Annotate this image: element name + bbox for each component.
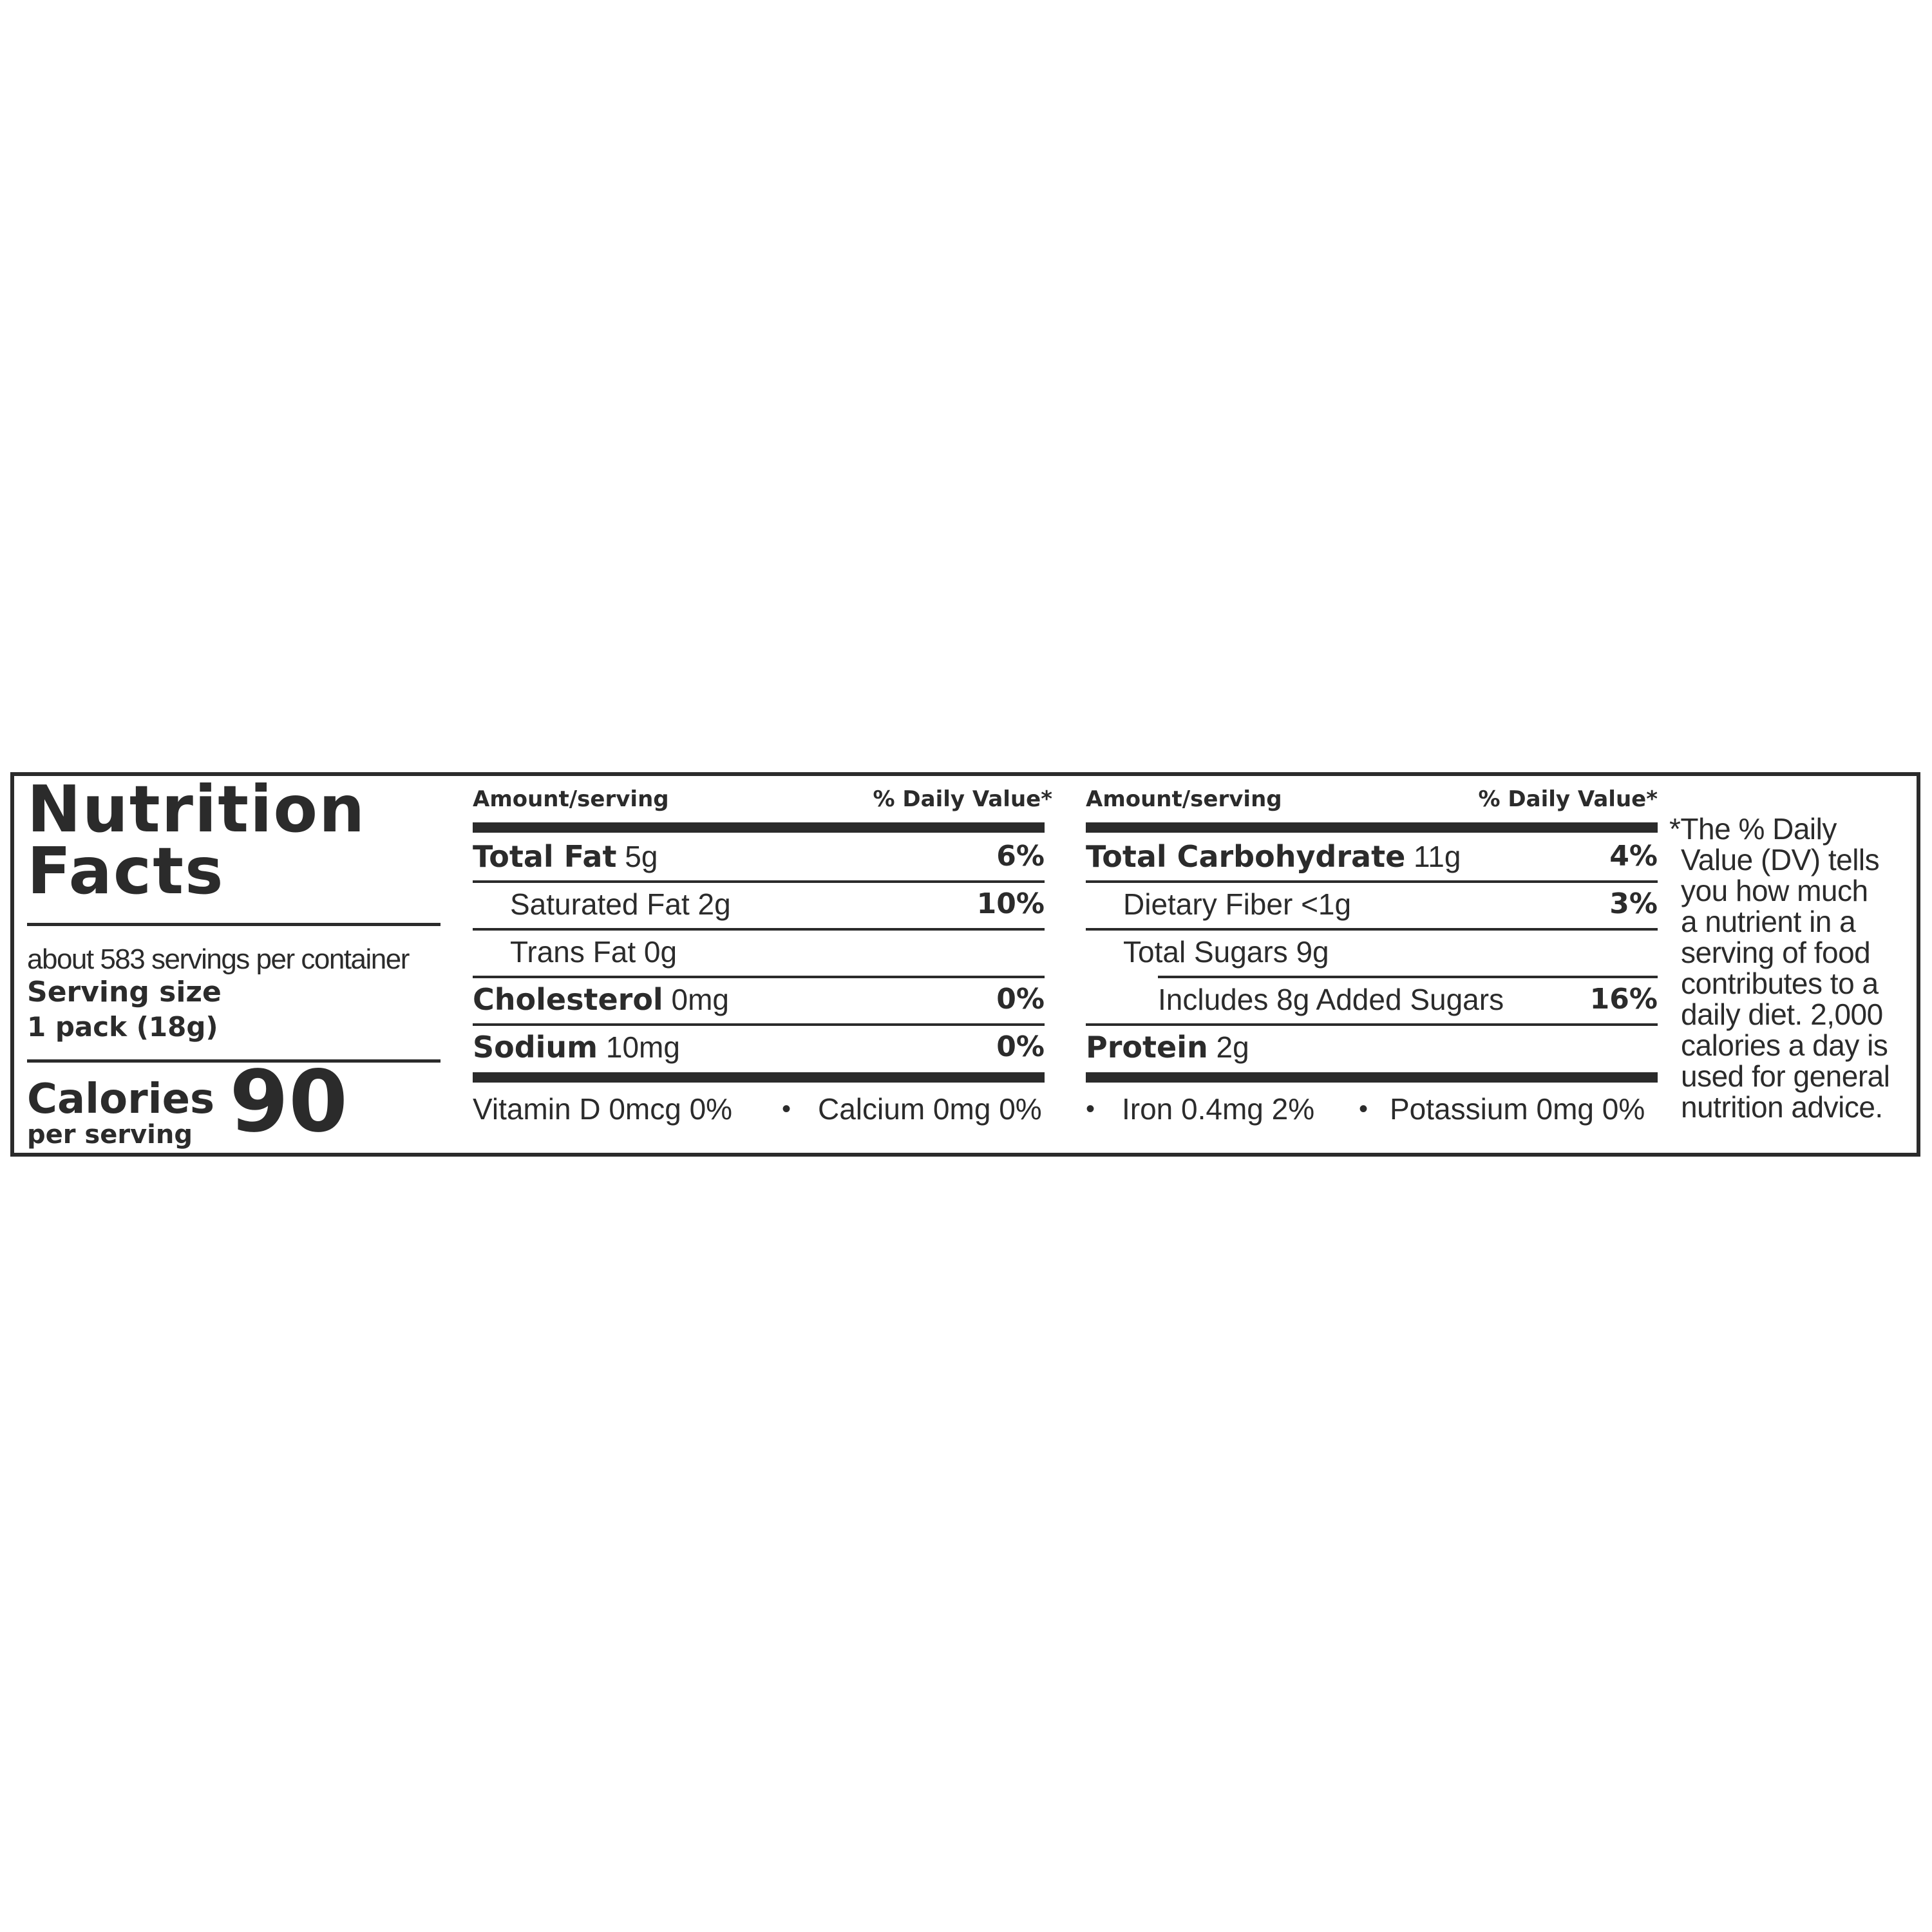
nutrient-amount: 2g bbox=[1208, 1030, 1249, 1064]
nutrient-amount: 11g bbox=[1405, 840, 1461, 873]
nutrient-dv: 6% bbox=[996, 840, 1045, 873]
nutrient-row-total-sugars bbox=[1086, 928, 1658, 976]
micronutrient-iron: Iron 0.4mg 2% bbox=[1122, 1092, 1315, 1126]
nutrient-row-cholesterol bbox=[473, 976, 1045, 1023]
nutrient-row-sodium bbox=[473, 1023, 1045, 1071]
amount-header: Amount/serving bbox=[1086, 786, 1282, 812]
nutrient-name: Dietary Fiber <1g bbox=[1123, 887, 1352, 921]
nutrient-row-saturated-fat bbox=[473, 880, 1045, 928]
nutrient-row-added-sugars bbox=[1086, 976, 1658, 1023]
micronutrient-calcium: Calcium 0mg 0% bbox=[818, 1092, 1042, 1126]
nutrient-name: Includes 8g Added Sugars bbox=[1158, 983, 1504, 1016]
nutrient-amount: 0mg bbox=[663, 983, 729, 1016]
nutrient-dv: 3% bbox=[1609, 887, 1658, 920]
serving-size-label: Serving size bbox=[27, 976, 222, 1009]
calories-label: Calories bbox=[27, 1075, 215, 1123]
bullet-separator: • bbox=[1359, 1095, 1368, 1123]
nutrient-row-total-fat bbox=[473, 833, 1045, 880]
daily-value-footnote: *The % Daily Value (DV) tells you how much a nutrient in a serving of food contributes to a daily diet. 2,000 calories a day is used for general nutrition advice. bbox=[1669, 812, 1890, 1124]
nutrient-dv: 0% bbox=[996, 1030, 1045, 1063]
bullet-separator: • bbox=[1086, 1095, 1095, 1123]
nutrient-name: Trans Fat 0g bbox=[510, 935, 677, 969]
title-line-2: Facts bbox=[27, 833, 225, 909]
thick-rule bbox=[473, 1072, 1045, 1083]
nutrient-row-trans-fat bbox=[473, 928, 1045, 976]
thick-rule bbox=[1086, 822, 1658, 833]
nutrient-dv: 10% bbox=[976, 887, 1045, 920]
calories-value: 90 bbox=[229, 1052, 348, 1151]
nutrient-name: Saturated Fat 2g bbox=[510, 887, 731, 921]
nutrient-row-total-carbohydrate bbox=[1086, 833, 1658, 880]
amount-header: Amount/serving bbox=[473, 786, 669, 812]
nutrient-row-dietary-fiber bbox=[1086, 880, 1658, 928]
nutrient-dv: 16% bbox=[1589, 983, 1658, 1016]
serving-size-value: 1 pack (18g) bbox=[27, 1011, 218, 1043]
thick-rule bbox=[1086, 1072, 1658, 1083]
nutrient-name: Total Sugars 9g bbox=[1123, 935, 1329, 969]
dv-header: % Daily Value* bbox=[1478, 786, 1658, 812]
nutrient-name: Total Carbohydrate bbox=[1086, 839, 1406, 874]
per-serving-label: per serving bbox=[27, 1120, 193, 1150]
nutrient-name: Protein bbox=[1086, 1030, 1208, 1065]
nutrient-name: Sodium bbox=[473, 1030, 598, 1065]
thick-rule bbox=[473, 822, 1045, 833]
nutrient-dv: 0% bbox=[996, 983, 1045, 1016]
nutrient-row-protein bbox=[1086, 1023, 1658, 1071]
nutrient-dv: 4% bbox=[1609, 840, 1658, 873]
servings-per-container: about 583 servings per container bbox=[27, 943, 409, 975]
nutrient-amount: 5g bbox=[616, 840, 658, 873]
nutrient-amount: 10mg bbox=[598, 1030, 680, 1064]
bullet-separator: • bbox=[782, 1095, 791, 1123]
micronutrient-vitamin-d: Vitamin D 0mcg 0% bbox=[473, 1092, 733, 1126]
title-divider bbox=[27, 923, 440, 926]
nutrition-facts-label bbox=[10, 772, 1920, 1157]
label-title bbox=[27, 772, 366, 909]
dv-header: % Daily Value* bbox=[873, 786, 1052, 812]
nutrient-name: Total Fat bbox=[473, 839, 617, 874]
title-line-1: Nutrition bbox=[27, 772, 366, 847]
micronutrient-potassium: Potassium 0mg 0% bbox=[1390, 1092, 1645, 1126]
nutrient-name: Cholesterol bbox=[473, 982, 663, 1017]
